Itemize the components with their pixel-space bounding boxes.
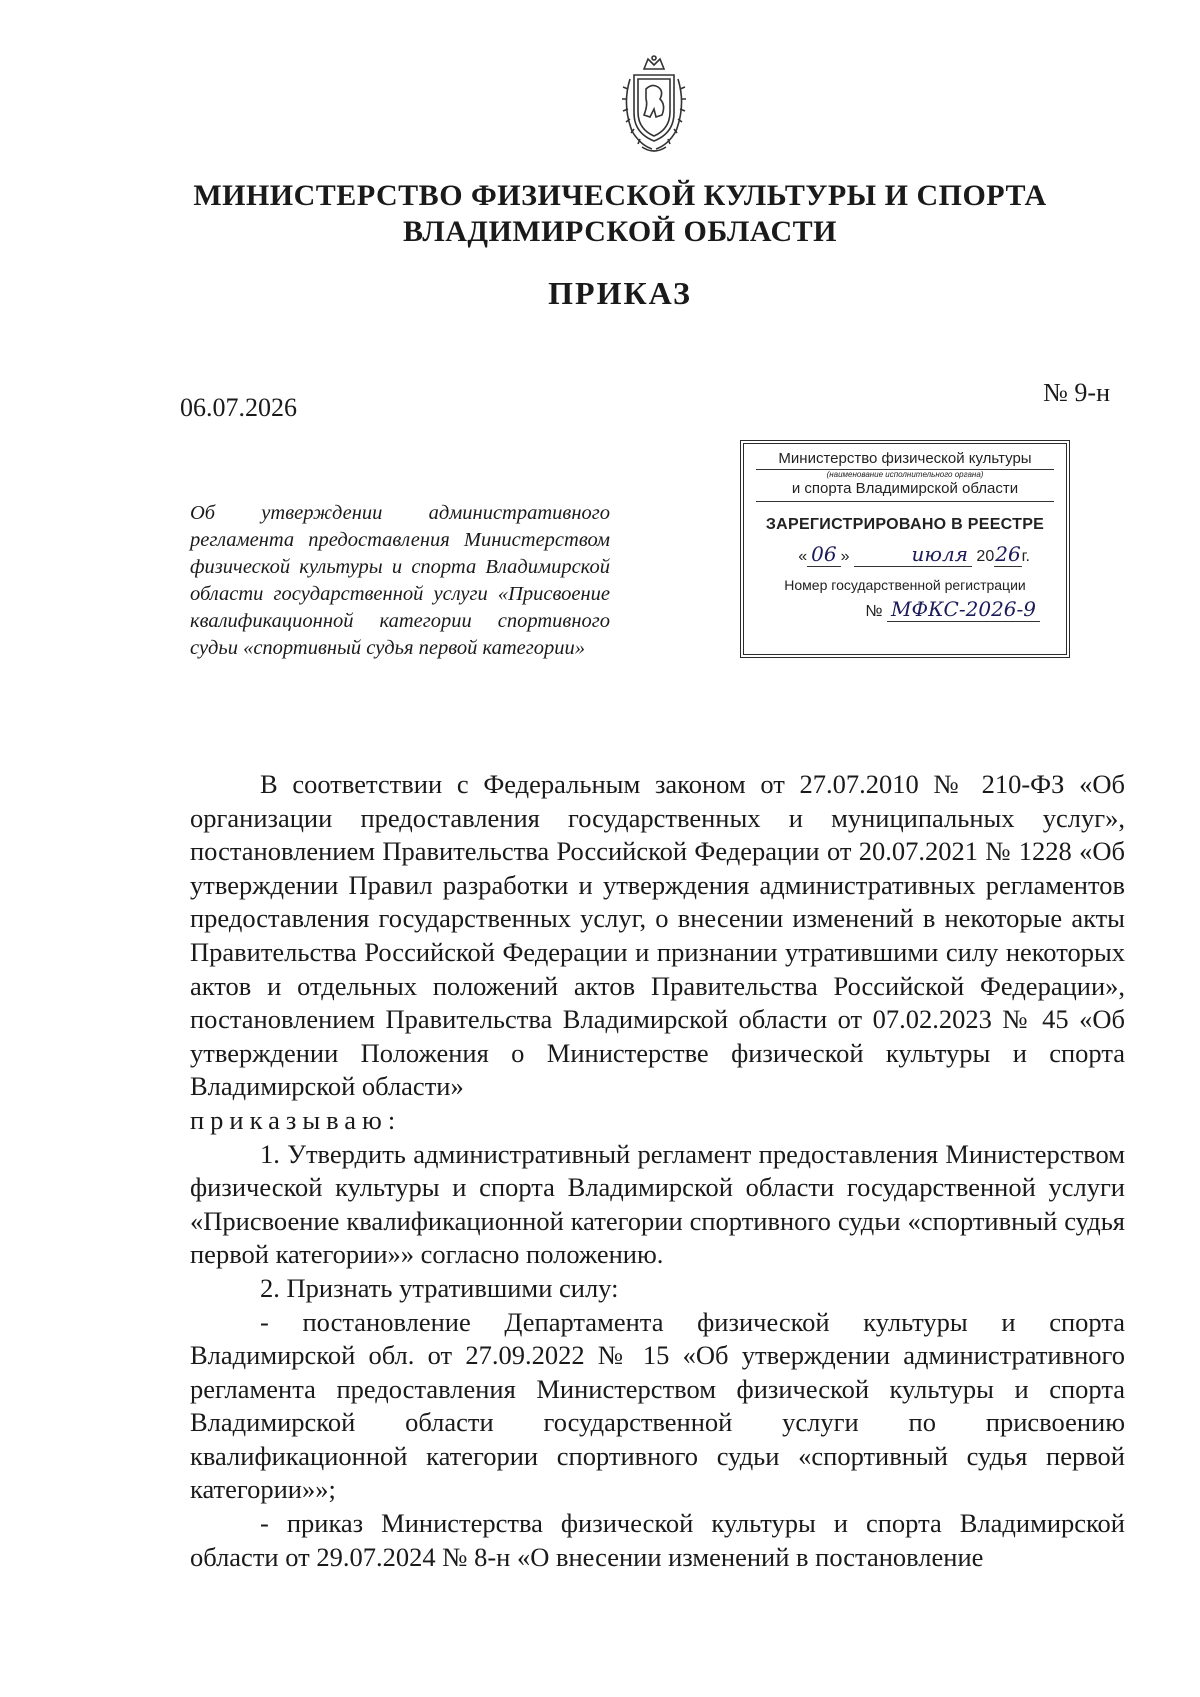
document-subject: Об утверждении административного регламента предоставления Министерством физической культуры и спорта Владимирской области государственной услуги «Присвоение квалификационной категории спортивного судьи «спортивный судья первой категории» bbox=[190, 502, 610, 659]
stamp-date-mid: » bbox=[840, 548, 850, 565]
preamble-paragraph: В соответствии с Федеральным законом от 27.07.2010 № 210-ФЗ «Об организации предоставления государственных и муниципальных услуг», постановлением Правительства Российской Федерации от 20.07.2021 № 1228 «Об утверждении Правил разработки и утверждения административных регламентов предоставления государственных услуг, о внесении изменений в некоторые акты Правительства Российской Федерации и признании утратившими силу некоторых актов и отдельных положений актов Правительства Российской Федерации», постановлением Правительства Владимирской области от 07.02.2023 № 45 «Об утверждении Положения о Министерстве физической культуры и спорта Владимирской области» bbox=[190, 769, 1125, 1102]
coat-of-arms-icon bbox=[618, 55, 690, 155]
stamp-agency-line-1: Министерство физической культуры bbox=[756, 450, 1054, 470]
stamp-date-day: 06 bbox=[807, 542, 840, 567]
stamp-caption: (наименование исполнительного органа) bbox=[826, 470, 984, 479]
registration-stamp bbox=[740, 440, 1070, 658]
stamp-date-year: 26 bbox=[995, 542, 1021, 566]
document-number: № 9-н bbox=[1043, 378, 1110, 407]
item-1-paragraph: 1. Утвердить административный регламент предоставления Министерством физической культуры и спорта Владимирской области государственной услуги «Присвоение квалификационной категории спортивного судьи «спортивный судья первой категории»» согласно положению. bbox=[190, 1138, 1125, 1270]
order-word: приказываю: bbox=[190, 1104, 402, 1135]
item-2-paragraph: 2. Признать утратившими силу: bbox=[260, 1272, 619, 1303]
stamp-reg-prefix: № bbox=[865, 603, 883, 620]
stamp-reg-number bbox=[750, 597, 1060, 622]
stamp-date-month: июля bbox=[854, 542, 972, 567]
stamp-date-year-suffix: г. bbox=[1021, 548, 1030, 565]
stamp-agency-line-2: и спорта Владимирской области bbox=[756, 480, 1054, 502]
ministry-line-1: МИНИСТЕРСТВО ФИЗИЧЕСКОЙ КУЛЬТУРЫ И СПОРТА bbox=[193, 179, 1047, 212]
document-date: 06.07.2026 bbox=[180, 393, 297, 422]
stamp-date-year-prefix: 20 bbox=[976, 548, 995, 565]
ministry-name bbox=[180, 178, 1060, 250]
stamp-reg-value: МФКС-2026-9 bbox=[887, 597, 1040, 622]
ministry-line-2: ВЛАДИМИРСКОЙ ОБЛАСТИ bbox=[403, 215, 837, 248]
stamp-date-open: « bbox=[798, 548, 808, 565]
document-body bbox=[190, 768, 1125, 1574]
stamp-registered-label: ЗАРЕГИСТРИРОВАНО В РЕЕСТРЕ bbox=[765, 516, 1045, 533]
item-2a-paragraph: - постановление Департамента физической культуры и спорта Владимирской обл. от 27.09.2022 № 15 «Об утверждении административного регламента предоставления Министерством физической культуры и спорта Владимирской области государственной услуги по присвоению квалификационной категории спортивного судьи «спортивный судья первой категории»»; bbox=[190, 1306, 1125, 1505]
stamp-reg-label: Номер государственной регистрации bbox=[784, 577, 1026, 593]
item-2b-paragraph: - приказ Министерства физической культуры и спорта Владимирской области от 29.07.2024 № 8-н «О внесении изменений в постановление bbox=[190, 1508, 1125, 1572]
document-type: ПРИКАЗ bbox=[548, 275, 692, 311]
stamp-date bbox=[750, 542, 1060, 567]
